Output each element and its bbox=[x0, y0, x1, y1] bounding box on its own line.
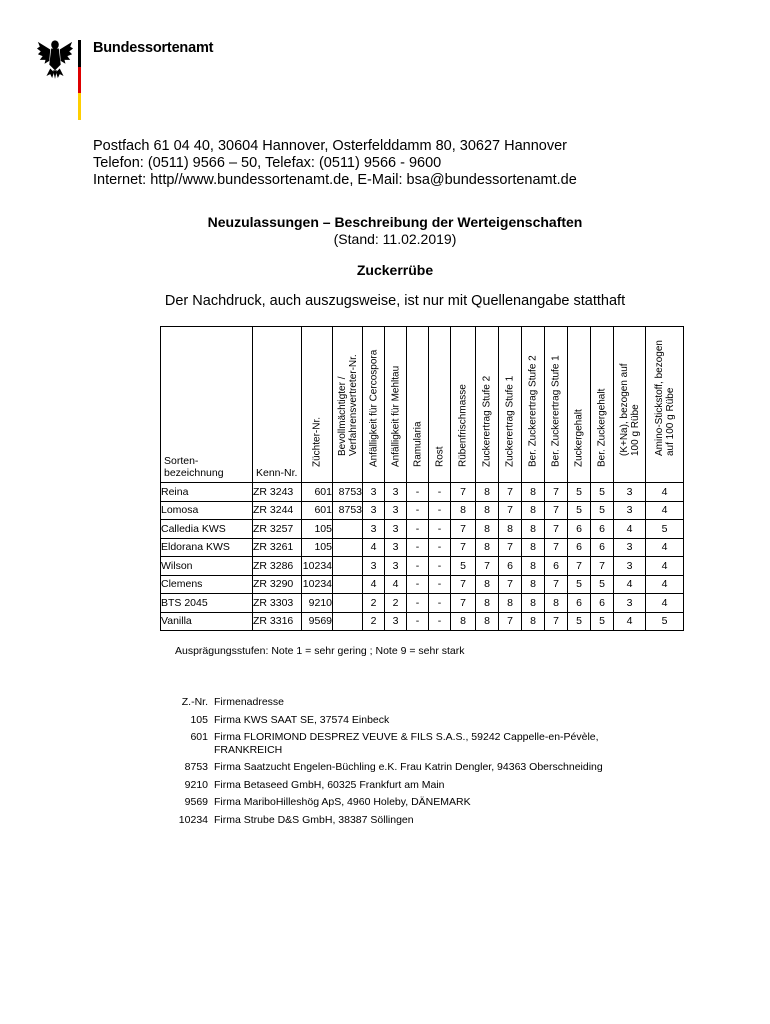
firm-name bbox=[212, 809, 605, 827]
column-header-label bbox=[574, 409, 585, 467]
column-header-label bbox=[390, 366, 401, 467]
table-cell: 5 bbox=[451, 557, 476, 576]
org-name: Bundessortenamt bbox=[93, 40, 214, 56]
column-header bbox=[614, 327, 646, 483]
table-cell: - bbox=[407, 483, 429, 502]
table-cell: 4 bbox=[646, 501, 684, 520]
firm-code: 105 bbox=[190, 713, 208, 726]
table-cell: 9569 bbox=[302, 612, 333, 631]
table-cell: 5 bbox=[591, 575, 614, 594]
table-cell: 6 bbox=[499, 557, 522, 576]
column-header bbox=[591, 327, 614, 483]
firm-row bbox=[168, 791, 605, 809]
firm-name-line: Firma Saatzucht Engelen-Büchling e.K. Frau Katrin Dengler, 94363 Oberschneiding bbox=[214, 761, 603, 773]
phone-line: Telefon: (0511) 9566 – 50, Telefax: (0511) 9566 - 9600 bbox=[93, 155, 442, 171]
firm-name bbox=[212, 709, 605, 727]
variety-name-cell: Reina bbox=[161, 483, 253, 502]
column-header bbox=[363, 327, 385, 483]
firm-row bbox=[168, 709, 605, 727]
table-cell: 8 bbox=[476, 575, 499, 594]
table-cell: 7 bbox=[545, 538, 568, 557]
legend-note: Ausprägungsstufen: Note 1 = sehr gering ; Note 9 = sehr stark bbox=[175, 645, 465, 657]
table-cell: 9210 bbox=[302, 594, 333, 613]
table-cell: - bbox=[407, 501, 429, 520]
kenn-nr-cell: ZR 3290 bbox=[253, 575, 302, 594]
table-cell: 10234 bbox=[302, 557, 333, 576]
table-cell: 7 bbox=[476, 557, 499, 576]
table-cell bbox=[333, 557, 363, 576]
table-cell: 8 bbox=[522, 520, 545, 539]
table-row bbox=[161, 594, 684, 613]
table-cell bbox=[333, 612, 363, 631]
firm-name-line: Firma MariboHilleshög ApS, 4960 Holeby, DÄNEMARK bbox=[214, 796, 471, 808]
table-cell: 6 bbox=[591, 520, 614, 539]
table-cell: 7 bbox=[451, 575, 476, 594]
variety-name-cell: BTS 2045 bbox=[161, 594, 253, 613]
table-cell: 8 bbox=[476, 501, 499, 520]
table-cell: 4 bbox=[614, 575, 646, 594]
table-cell: 8 bbox=[499, 520, 522, 539]
table-cell: 7 bbox=[545, 520, 568, 539]
column-header-line: Rost bbox=[434, 446, 445, 467]
firm-name-line: Firma Betaseed GmbH, 60325 Frankfurt am Main bbox=[214, 778, 445, 791]
table-cell: 5 bbox=[646, 520, 684, 539]
table-cell: 2 bbox=[385, 594, 407, 613]
firm-header-row bbox=[168, 696, 605, 709]
table-cell: 3 bbox=[385, 520, 407, 539]
table-cell: 8 bbox=[522, 612, 545, 631]
column-header-line: Verfahrensvertreter-Nr. bbox=[347, 354, 359, 456]
table-cell: 3 bbox=[614, 557, 646, 576]
document-title: Neuzulassungen – Beschreibung der Werteigenschaften bbox=[207, 214, 583, 230]
table-cell: - bbox=[429, 612, 451, 631]
table-cell: 8 bbox=[476, 520, 499, 539]
column-header bbox=[429, 327, 451, 483]
column-header-label bbox=[368, 350, 379, 467]
table-cell: 8 bbox=[545, 594, 568, 613]
table-cell: 7 bbox=[545, 501, 568, 520]
table-cell: 5 bbox=[568, 483, 591, 502]
table-row bbox=[161, 575, 684, 594]
table-cell: 6 bbox=[568, 594, 591, 613]
table-cell: - bbox=[429, 501, 451, 520]
federal-eagle-logo bbox=[36, 36, 74, 80]
kenn-nr-cell: ZR 3316 bbox=[253, 612, 302, 631]
column-header-line: Bevollmächtigter / bbox=[336, 376, 348, 456]
table-cell: 105 bbox=[302, 520, 333, 539]
column-header-label bbox=[482, 376, 493, 467]
table-cell: 8 bbox=[522, 594, 545, 613]
column-header-label bbox=[505, 376, 516, 467]
column-header-label bbox=[619, 363, 641, 456]
variety-table bbox=[160, 326, 684, 631]
column-header-line: 100 g Rübe bbox=[629, 404, 641, 456]
table-cell bbox=[333, 594, 363, 613]
table-cell: 5 bbox=[591, 612, 614, 631]
crop-title: Zuckerrübe bbox=[356, 262, 434, 278]
table-cell: 3 bbox=[363, 520, 385, 539]
column-header-line: Ber. Zuckerertrag Stufe 2 bbox=[527, 355, 539, 467]
firm-name-line: Firma KWS SAAT SE, 37574 Einbeck bbox=[214, 713, 390, 726]
table-cell: 8 bbox=[476, 483, 499, 502]
variety-name-cell: Vanilla bbox=[161, 612, 253, 631]
internet-line: Internet: http//www.bundessortenamt.de, E-Mail: bsa@bundessortenamt.de bbox=[93, 172, 577, 188]
table-cell: 7 bbox=[499, 575, 522, 594]
column-header-line: Ber. Zuckergehalt bbox=[596, 388, 608, 467]
firm-row bbox=[168, 809, 605, 827]
table-cell: - bbox=[429, 483, 451, 502]
table-cell: 5 bbox=[568, 612, 591, 631]
table-cell: 6 bbox=[591, 594, 614, 613]
header-variety bbox=[161, 327, 253, 483]
column-header-line: Ramularia bbox=[412, 421, 423, 467]
column-header bbox=[476, 327, 499, 483]
table-cell: - bbox=[429, 557, 451, 576]
column-header-line: auf 100 g Rübe bbox=[664, 387, 676, 456]
table-cell: 4 bbox=[646, 538, 684, 557]
column-header bbox=[522, 327, 545, 483]
table-cell: 8 bbox=[451, 612, 476, 631]
column-header-label bbox=[654, 340, 676, 456]
column-header bbox=[385, 327, 407, 483]
column-header-label bbox=[528, 355, 539, 467]
column-header bbox=[302, 327, 333, 483]
table-cell: 4 bbox=[385, 575, 407, 594]
column-header bbox=[545, 327, 568, 483]
table-cell: - bbox=[407, 557, 429, 576]
column-header-line: Zuckergehalt bbox=[573, 409, 585, 467]
column-header bbox=[646, 327, 684, 483]
table-cell bbox=[333, 575, 363, 594]
table-cell: 2 bbox=[363, 612, 385, 631]
firm-code: 601 bbox=[190, 731, 208, 743]
variety-name-cell: Lomosa bbox=[161, 501, 253, 520]
table-cell: 7 bbox=[568, 557, 591, 576]
column-header-line: Zuckerertrag Stufe 1 bbox=[504, 375, 516, 467]
table-cell: 8753 bbox=[333, 483, 363, 502]
table-cell: 5 bbox=[646, 612, 684, 631]
variety-name-cell: Clemens bbox=[161, 575, 253, 594]
table-cell: 3 bbox=[363, 501, 385, 520]
firm-code-header: Z.-Nr. bbox=[181, 696, 208, 708]
table-cell: 3 bbox=[614, 538, 646, 557]
firm-row bbox=[168, 756, 605, 774]
table-cell: 4 bbox=[646, 575, 684, 594]
column-header-label bbox=[597, 389, 608, 467]
table-cell: 8 bbox=[499, 594, 522, 613]
kenn-nr-cell: ZR 3303 bbox=[253, 594, 302, 613]
table-cell: 4 bbox=[646, 483, 684, 502]
kenn-nr-cell: ZR 3243 bbox=[253, 483, 302, 502]
firm-name bbox=[212, 726, 605, 756]
table-cell bbox=[333, 538, 363, 557]
column-header bbox=[568, 327, 591, 483]
firm-name bbox=[212, 791, 605, 809]
column-header-line: Ber. Zuckerertrag Stufe 1 bbox=[550, 355, 562, 467]
table-cell: - bbox=[407, 575, 429, 594]
firm-code: 9210 bbox=[184, 778, 208, 791]
table-row bbox=[161, 612, 684, 631]
table-cell: 6 bbox=[545, 557, 568, 576]
column-header-label bbox=[551, 355, 562, 467]
table-cell: 7 bbox=[499, 538, 522, 557]
table-cell: 105 bbox=[302, 538, 333, 557]
table-cell bbox=[333, 520, 363, 539]
table-cell: 4 bbox=[614, 520, 646, 539]
table-cell: 3 bbox=[385, 612, 407, 631]
table-body bbox=[161, 483, 684, 631]
table-cell: 8 bbox=[522, 557, 545, 576]
table-cell: 7 bbox=[451, 483, 476, 502]
column-header-line: Anfälligkeit für Mehltau bbox=[390, 365, 401, 467]
table-cell: 4 bbox=[646, 557, 684, 576]
table-cell: - bbox=[429, 538, 451, 557]
column-header-line: Züchter-Nr. bbox=[311, 416, 323, 467]
table-cell: 7 bbox=[499, 612, 522, 631]
table-cell: 8 bbox=[522, 575, 545, 594]
table-cell: 2 bbox=[363, 594, 385, 613]
table-cell: 5 bbox=[591, 483, 614, 502]
column-header bbox=[333, 327, 363, 483]
kenn-nr-cell: ZR 3257 bbox=[253, 520, 302, 539]
table-cell: 8 bbox=[522, 483, 545, 502]
firm-code: 10234 bbox=[178, 813, 208, 826]
variety-name-cell: Eldorana KWS bbox=[161, 538, 253, 557]
table-cell: 7 bbox=[545, 483, 568, 502]
table-cell: 7 bbox=[591, 557, 614, 576]
variety-name-cell: Wilson bbox=[161, 557, 253, 576]
table-row bbox=[161, 501, 684, 520]
firm-code: 9569 bbox=[184, 796, 208, 808]
table-cell: - bbox=[429, 594, 451, 613]
table-cell: 7 bbox=[545, 612, 568, 631]
header-kenn-nr: Kenn-Nr. bbox=[253, 327, 302, 483]
table-cell: 3 bbox=[385, 483, 407, 502]
table-header-row bbox=[161, 327, 684, 483]
table-cell: 6 bbox=[591, 538, 614, 557]
column-header-label bbox=[434, 446, 445, 467]
table-cell: 6 bbox=[568, 520, 591, 539]
document-date: (Stand: 11.02.2019) bbox=[333, 231, 457, 247]
table-cell: - bbox=[429, 520, 451, 539]
firm-name bbox=[212, 774, 605, 792]
table-cell: 7 bbox=[499, 501, 522, 520]
column-header bbox=[407, 327, 429, 483]
table-cell: 3 bbox=[385, 538, 407, 557]
table-row bbox=[161, 557, 684, 576]
firm-row bbox=[168, 774, 605, 792]
table-cell: 7 bbox=[451, 520, 476, 539]
column-header-line: Anfälligkeit für Cercospora bbox=[368, 349, 379, 467]
table-cell: 8 bbox=[476, 594, 499, 613]
column-header-label bbox=[312, 417, 323, 467]
column-header bbox=[451, 327, 476, 483]
table-cell: 8 bbox=[476, 538, 499, 557]
table-cell: 3 bbox=[385, 557, 407, 576]
table-cell: 4 bbox=[614, 612, 646, 631]
address-block bbox=[93, 138, 577, 189]
table-cell: 3 bbox=[363, 483, 385, 502]
table-cell: - bbox=[407, 612, 429, 631]
column-header-line: Rübenfrischmasse bbox=[457, 384, 469, 467]
column-header-label bbox=[458, 384, 469, 467]
table-row bbox=[161, 520, 684, 539]
table-cell: 7 bbox=[451, 594, 476, 613]
header-variety-line1: Sorten- bbox=[164, 455, 199, 467]
table-cell: 5 bbox=[568, 501, 591, 520]
table-cell: 601 bbox=[302, 501, 333, 520]
copyright-note: Der Nachdruck, auch auszugsweise, ist nur mit Quellenangabe statthaft bbox=[164, 293, 626, 309]
table-cell: 10234 bbox=[302, 575, 333, 594]
table-cell: 3 bbox=[363, 557, 385, 576]
table-cell: 8 bbox=[522, 501, 545, 520]
table-cell: - bbox=[407, 538, 429, 557]
table-cell: - bbox=[407, 594, 429, 613]
firm-code: 8753 bbox=[184, 761, 208, 773]
table-cell: 7 bbox=[451, 538, 476, 557]
table-cell: 7 bbox=[499, 483, 522, 502]
firm-name bbox=[212, 756, 605, 774]
table-cell: 5 bbox=[568, 575, 591, 594]
table-cell: 5 bbox=[591, 501, 614, 520]
table-cell: 3 bbox=[614, 594, 646, 613]
kenn-nr-cell: ZR 3286 bbox=[253, 557, 302, 576]
table-cell: 601 bbox=[302, 483, 333, 502]
table-cell: 6 bbox=[568, 538, 591, 557]
firm-name-line: Firma FLORIMOND DESPREZ VEUVE & FILS S.A.S., 59242 Cappelle-en-Pévèle, bbox=[214, 731, 599, 743]
column-header-label bbox=[412, 421, 423, 467]
firm-name-header: Firmenadresse bbox=[214, 696, 285, 708]
table-cell: 8 bbox=[451, 501, 476, 520]
header-variety-line2: bezeichnung bbox=[164, 467, 224, 479]
address-line: Postfach 61 04 40, 30604 Hannover, Osterfelddamm 80, 30627 Hannover bbox=[93, 138, 567, 154]
firm-address-list bbox=[168, 696, 605, 826]
table-row bbox=[161, 538, 684, 557]
table-cell: 4 bbox=[363, 575, 385, 594]
firm-name-line: FRANKREICH bbox=[214, 743, 283, 756]
column-header-label bbox=[337, 354, 359, 456]
variety-name-cell: Calledia KWS bbox=[161, 520, 253, 539]
table-cell: - bbox=[407, 520, 429, 539]
column-header bbox=[499, 327, 522, 483]
table-cell: 3 bbox=[614, 501, 646, 520]
table-cell: 8 bbox=[476, 612, 499, 631]
table-cell: 3 bbox=[614, 483, 646, 502]
column-header-line: Zuckerertrag Stufe 2 bbox=[481, 375, 493, 467]
firm-list-body bbox=[168, 709, 605, 827]
table-cell: 4 bbox=[363, 538, 385, 557]
table-cell: 8753 bbox=[333, 501, 363, 520]
kenn-nr-cell: ZR 3244 bbox=[253, 501, 302, 520]
table-cell: 8 bbox=[522, 538, 545, 557]
table-row bbox=[161, 483, 684, 502]
kenn-nr-cell: ZR 3261 bbox=[253, 538, 302, 557]
flag-stripe bbox=[78, 40, 81, 120]
table-cell: 4 bbox=[646, 594, 684, 613]
column-header-line: (K+Na), bezogen auf bbox=[618, 363, 630, 456]
table-cell: 3 bbox=[385, 501, 407, 520]
table-cell: 7 bbox=[545, 575, 568, 594]
firm-row bbox=[168, 726, 605, 756]
column-header-line: Amino-Stickstoff, bezogen bbox=[653, 340, 665, 456]
firm-name-line: Firma Strube D&S GmbH, 38387 Söllingen bbox=[214, 813, 414, 826]
table-cell: - bbox=[429, 575, 451, 594]
